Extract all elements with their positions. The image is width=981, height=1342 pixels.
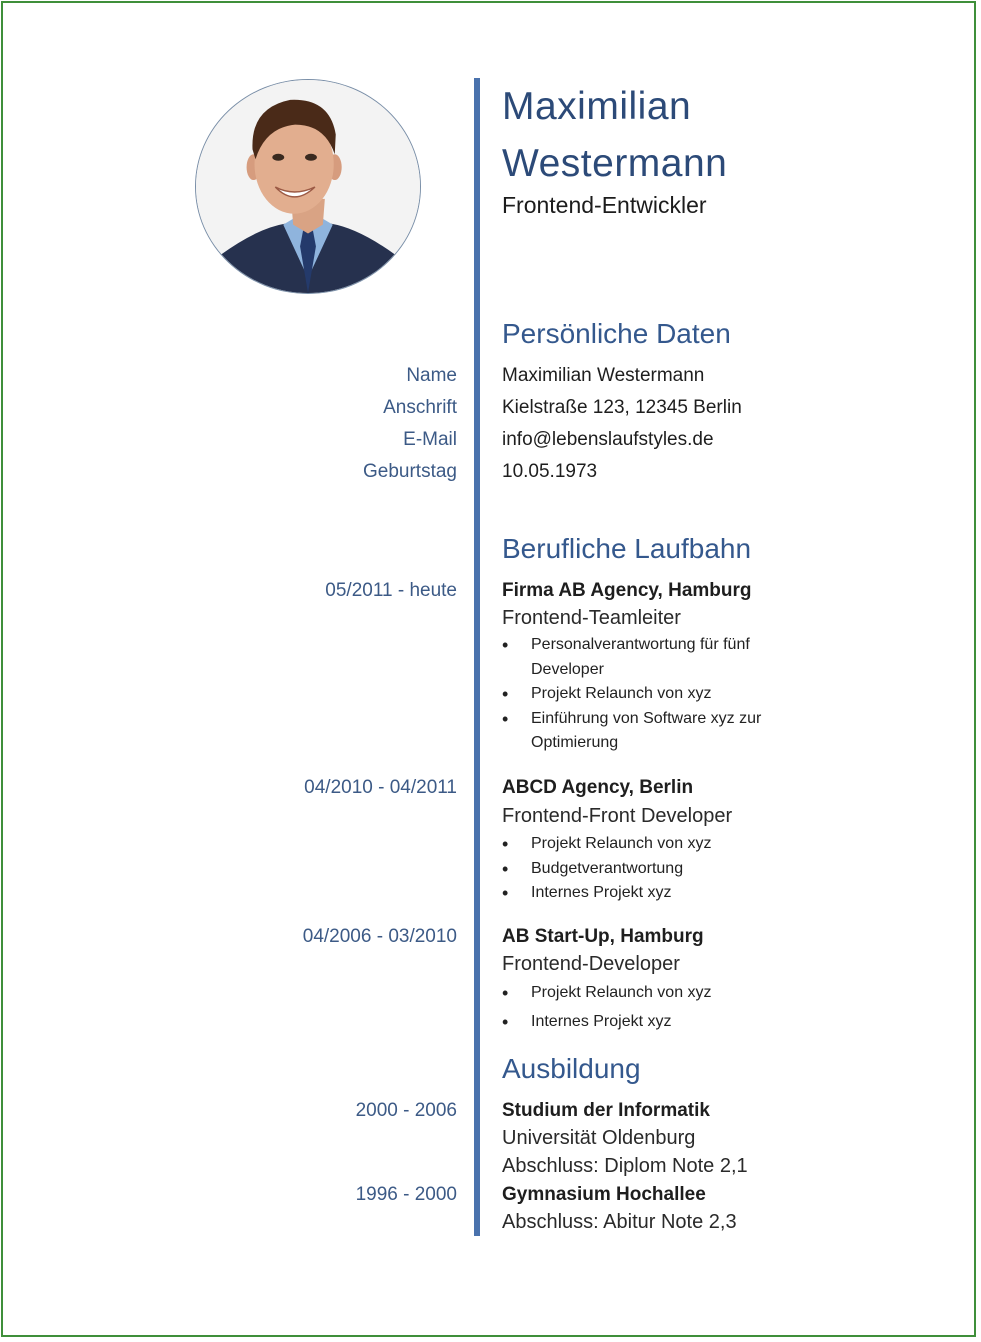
label-name: Name: [406, 365, 457, 386]
education-period: 2000 - 2006: [355, 1100, 457, 1121]
education-period: 1996 - 2000: [355, 1184, 457, 1205]
job-period: 04/2006 - 03/2010: [302, 926, 457, 947]
label-address: Anschrift: [383, 397, 457, 418]
section-heading-career: Berufliche Laufbahn: [502, 533, 752, 564]
value-address: Kielstraße 123, 12345 Berlin: [502, 397, 742, 418]
job-period: 04/2010 - 04/2011: [304, 777, 457, 798]
section-heading-education: Ausbildung: [502, 1053, 641, 1084]
job-bullet: • Projekt Relaunch von xyz: [502, 981, 802, 1006]
job-position: Frontend-Developer: [502, 953, 680, 975]
job-bullet: • Budgetverantwortung: [502, 857, 802, 882]
education-degree: Abschluss: Diplom Note 2,1: [502, 1155, 748, 1177]
job-company: ABCD Agency, Berlin: [502, 777, 694, 798]
job-period: 05/2011 - heute: [325, 580, 457, 601]
job-company: AB Start-Up, Hamburg: [502, 926, 704, 947]
profile-photo: [195, 79, 421, 294]
candidate-name: [502, 78, 962, 192]
label-email: E-Mail: [403, 429, 457, 450]
job-bullet-list: [502, 633, 802, 756]
job-position: Frontend-Front Developer: [502, 805, 733, 827]
page-frame: [1, 1, 976, 1337]
job-position: Frontend-Teamleiter: [502, 607, 681, 629]
job-bullet: • Internes Projekt xyz: [502, 1010, 802, 1035]
value-birthday: 10.05.1973: [502, 461, 598, 482]
section-heading-personal: Persönliche Daten: [502, 318, 731, 349]
job-bullet-list: [502, 981, 802, 1034]
job-bullet: • Internes Projekt xyz: [502, 881, 802, 906]
job-title: Frontend-Entwickler: [502, 192, 707, 218]
education-institution: Universität Oldenburg: [502, 1127, 696, 1149]
job-bullet: • Projekt Relaunch von xyz: [502, 682, 802, 707]
value-email: info@lebenslaufstyles.de: [502, 429, 714, 450]
job-bullet: • Projekt Relaunch von xyz: [502, 832, 802, 857]
job-bullet-list: [502, 832, 802, 906]
education-degree: Abschluss: Abitur Note 2,3: [502, 1211, 737, 1233]
first-name: Maximilian: [502, 85, 692, 128]
value-name: Maximilian Westermann: [502, 365, 705, 386]
last-name: Westermann: [502, 142, 728, 185]
label-birthday: Geburtstag: [363, 461, 457, 482]
education-title: Gymnasium Hochallee: [502, 1184, 706, 1205]
education-title: Studium der Informatik: [502, 1100, 710, 1121]
job-company: Firma AB Agency, Hamburg: [502, 580, 752, 601]
timeline-divider: [474, 78, 480, 1236]
job-bullet: • Einführung von Software xyz zur Optimierung: [502, 707, 802, 756]
job-bullet: • Personalverantwortung für fünf Developer: [502, 633, 802, 682]
